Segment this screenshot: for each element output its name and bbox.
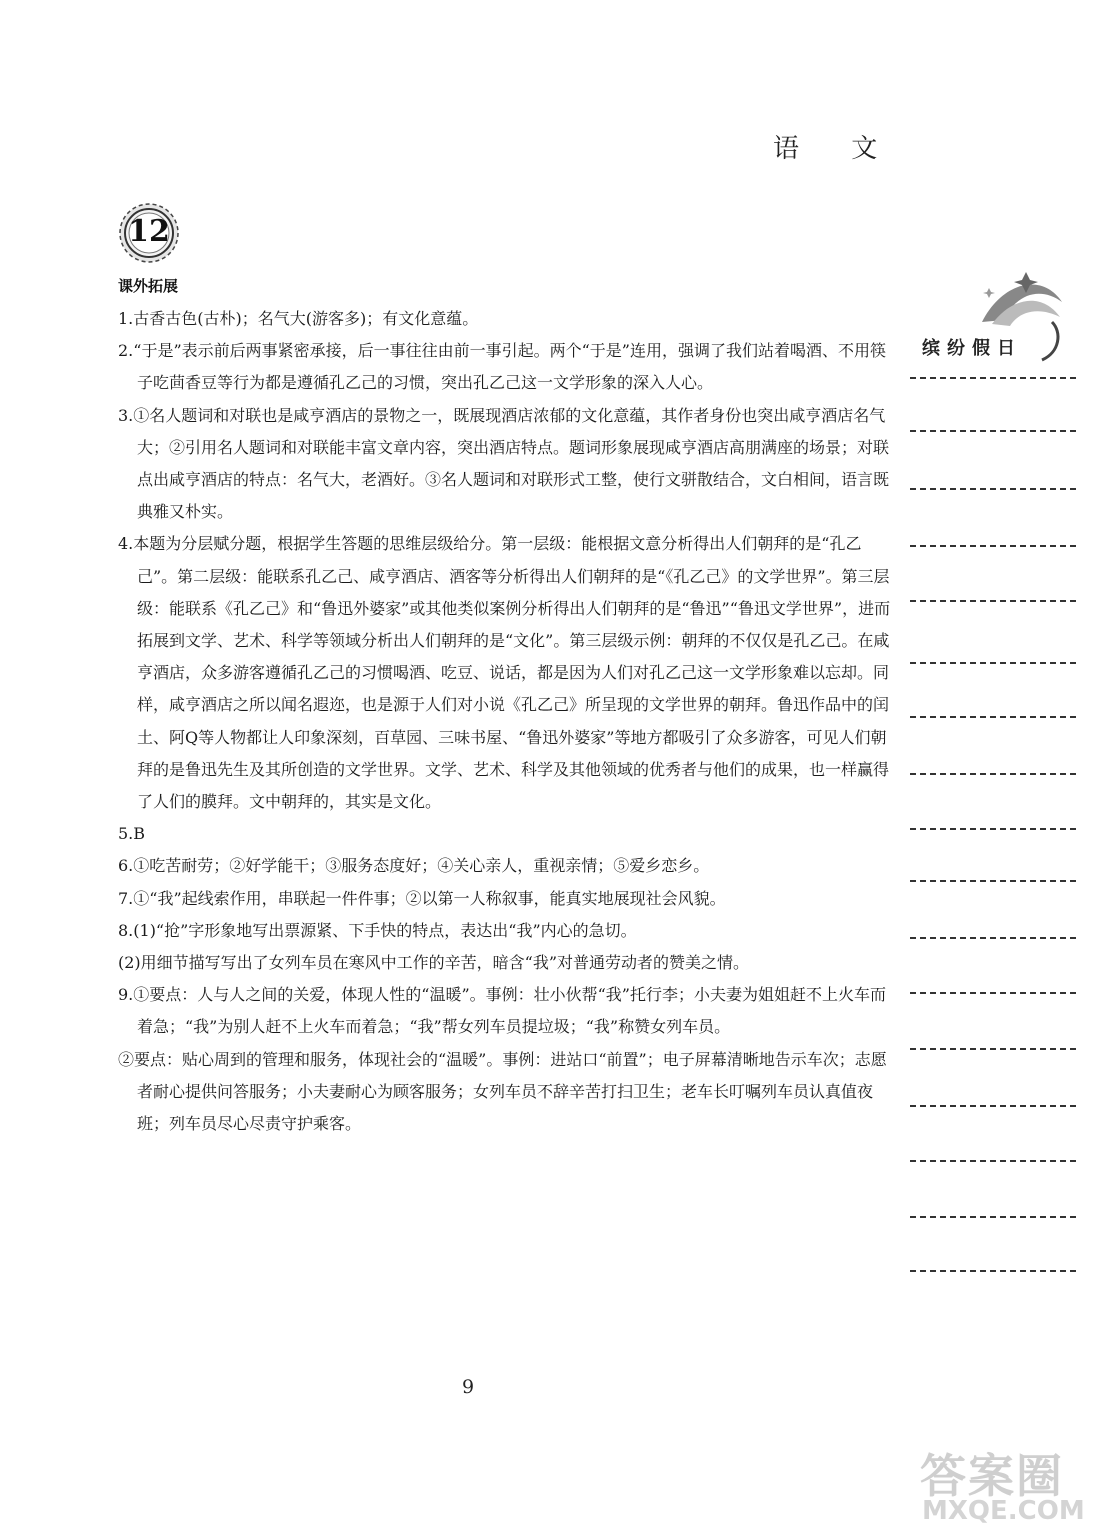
page-number: 9 [462, 1376, 475, 1398]
note-line [910, 1105, 1076, 1107]
subject-title: 语 文 [773, 134, 900, 164]
note-line [910, 377, 1076, 379]
watermark-logo: 答案圈 [920, 1449, 1064, 1503]
answer-list [118, 303, 893, 1140]
answer-item-6: 6.①吃苦耐劳；②好学能干；③服务态度好；④关心亲人，重视亲情；⑤爱乡恋乡。 [118, 856, 710, 876]
answer-item-7: 7.①“我”起线索作用，串联起一件件事；②以第一人称叙事，能真实地展现社会风貌。 [118, 888, 726, 908]
note-line [910, 1160, 1076, 1162]
section-title: 课外拓展 [118, 277, 179, 295]
answer-item-5: 5.B [118, 824, 146, 844]
note-line [910, 880, 1076, 882]
note-line [910, 600, 1076, 602]
answer-item-2: 2.“于是”表示前后两事紧密承接，后一事往往由前一事引起。两个“于是”连用，强调了我们站着喝酒、不用筷子吃茴香豆等行为都是遵循孔乙己的习惯，突出孔乙己这一文学形象的深入人心。 [118, 341, 886, 393]
note-line [910, 1216, 1076, 1218]
note-line [910, 545, 1076, 547]
answer-item-8-1: 8.(1)“抢”字形象地写出票源紧、下手快的特点，表达出“我”内心的急切。 [118, 920, 637, 940]
lesson-number: 12 [128, 214, 170, 249]
note-line [910, 828, 1076, 830]
note-line [910, 1270, 1076, 1272]
answer-item-1: 1.古香古色(古朴)；名气大(游客多)；有文化意蕴。 [118, 309, 479, 328]
answer-item-4: 4.本题为分层赋分题，根据学生答题的思维层级给分。第一层级：能根据文意分析得出人们朝拜的是“孔乙己”。第二层级：能联系孔乙己、咸亨酒店、酒客等分析得出人们朝拜的是“《孔乙己》的文学世界”。第三层级：能联系《孔乙己》和“鲁迅外婆家”或其他类似案例分析得出人们朝拜的是“鲁迅”“鲁迅文学世界”，进而拓展到文学、艺术、科学等领域分析出人们朝拜的是“文化”。第三层级示例：朝拜的不仅仅是孔乙己。在咸亨酒店，众多游客遵循孔乙己的习惯喝酒、吃豆、说话，都是因为人们对孔乙己这一文学形象难以忘却。同样，咸亨酒店之所以闻名遐迩，也是源于人们对小说《孔乙己》所呈现的文学世界的朝拜。鲁迅作品中的闰土、阿Q等人物都让人印象深刻，百草园、三味书屋、“鲁迅外婆家”等地方都吸引了众多游客，可见人们朝拜的是鲁迅先生及其所创造的文学世界。文学、艺术、科学及其他领域的优秀者与他们的成果，也一样赢得了人们的膜拜。文中朝拜的，其实是文化。 [118, 534, 891, 812]
answer-item-9-2: ②要点：贴心周到的管理和服务，体现社会的“温暖”。事例：进站口“前置”；电子屏幕清晰地告示车次；志愿者耐心提供问答服务；小夫妻耐心为顾客服务；女列车员不辞辛苦打扫卫生；老车长叮嘱列车员认真值夜班；列车员尽心尽责守护乘客。 [118, 1049, 887, 1134]
note-line [910, 430, 1076, 432]
note-line [910, 773, 1076, 775]
note-line [910, 662, 1076, 664]
lesson-number-badge [118, 202, 180, 264]
answer-item-3: 3.①名人题词和对联也是咸亨酒店的景物之一，既展现酒店浓郁的文化意蕴，其作者身份也突出咸亨酒店名气大；②引用名人题词和对联能丰富文章内容，突出酒店特点。题词形象展现咸亨酒店高朋满座的场景；对联点出咸亨酒店的特点：名气大，老酒好。③名人题词和对联形式工整，使行文骈散结合，文白相间，语言既典雅又朴实。 [118, 405, 890, 522]
note-line [910, 937, 1076, 939]
watermark [920, 1440, 1085, 1530]
note-line [910, 488, 1076, 490]
holiday-logo [912, 262, 1072, 368]
watermark-url: MXQE.COM [922, 1496, 1085, 1526]
note-line [910, 1048, 1076, 1050]
note-line [910, 716, 1076, 718]
answer-item-9-1: 9.①要点：人与人之间的关爱，体现人性的“温暖”。事例：壮小伙帮“我”托行李；小夫妻为姐姐赶不上火车而着急；“我”为别人赶不上火车而着急；“我”帮女列车员提垃圾；“我”称赞女列车员。 [118, 985, 886, 1037]
holiday-logo-text: 缤纷假日 [922, 338, 1022, 359]
note-line [910, 992, 1076, 994]
answer-item-8-2: (2)用细节描写写出了女列车员在寒风中工作的辛苦，暗含“我”对普通劳动者的赞美之情。 [118, 953, 750, 973]
